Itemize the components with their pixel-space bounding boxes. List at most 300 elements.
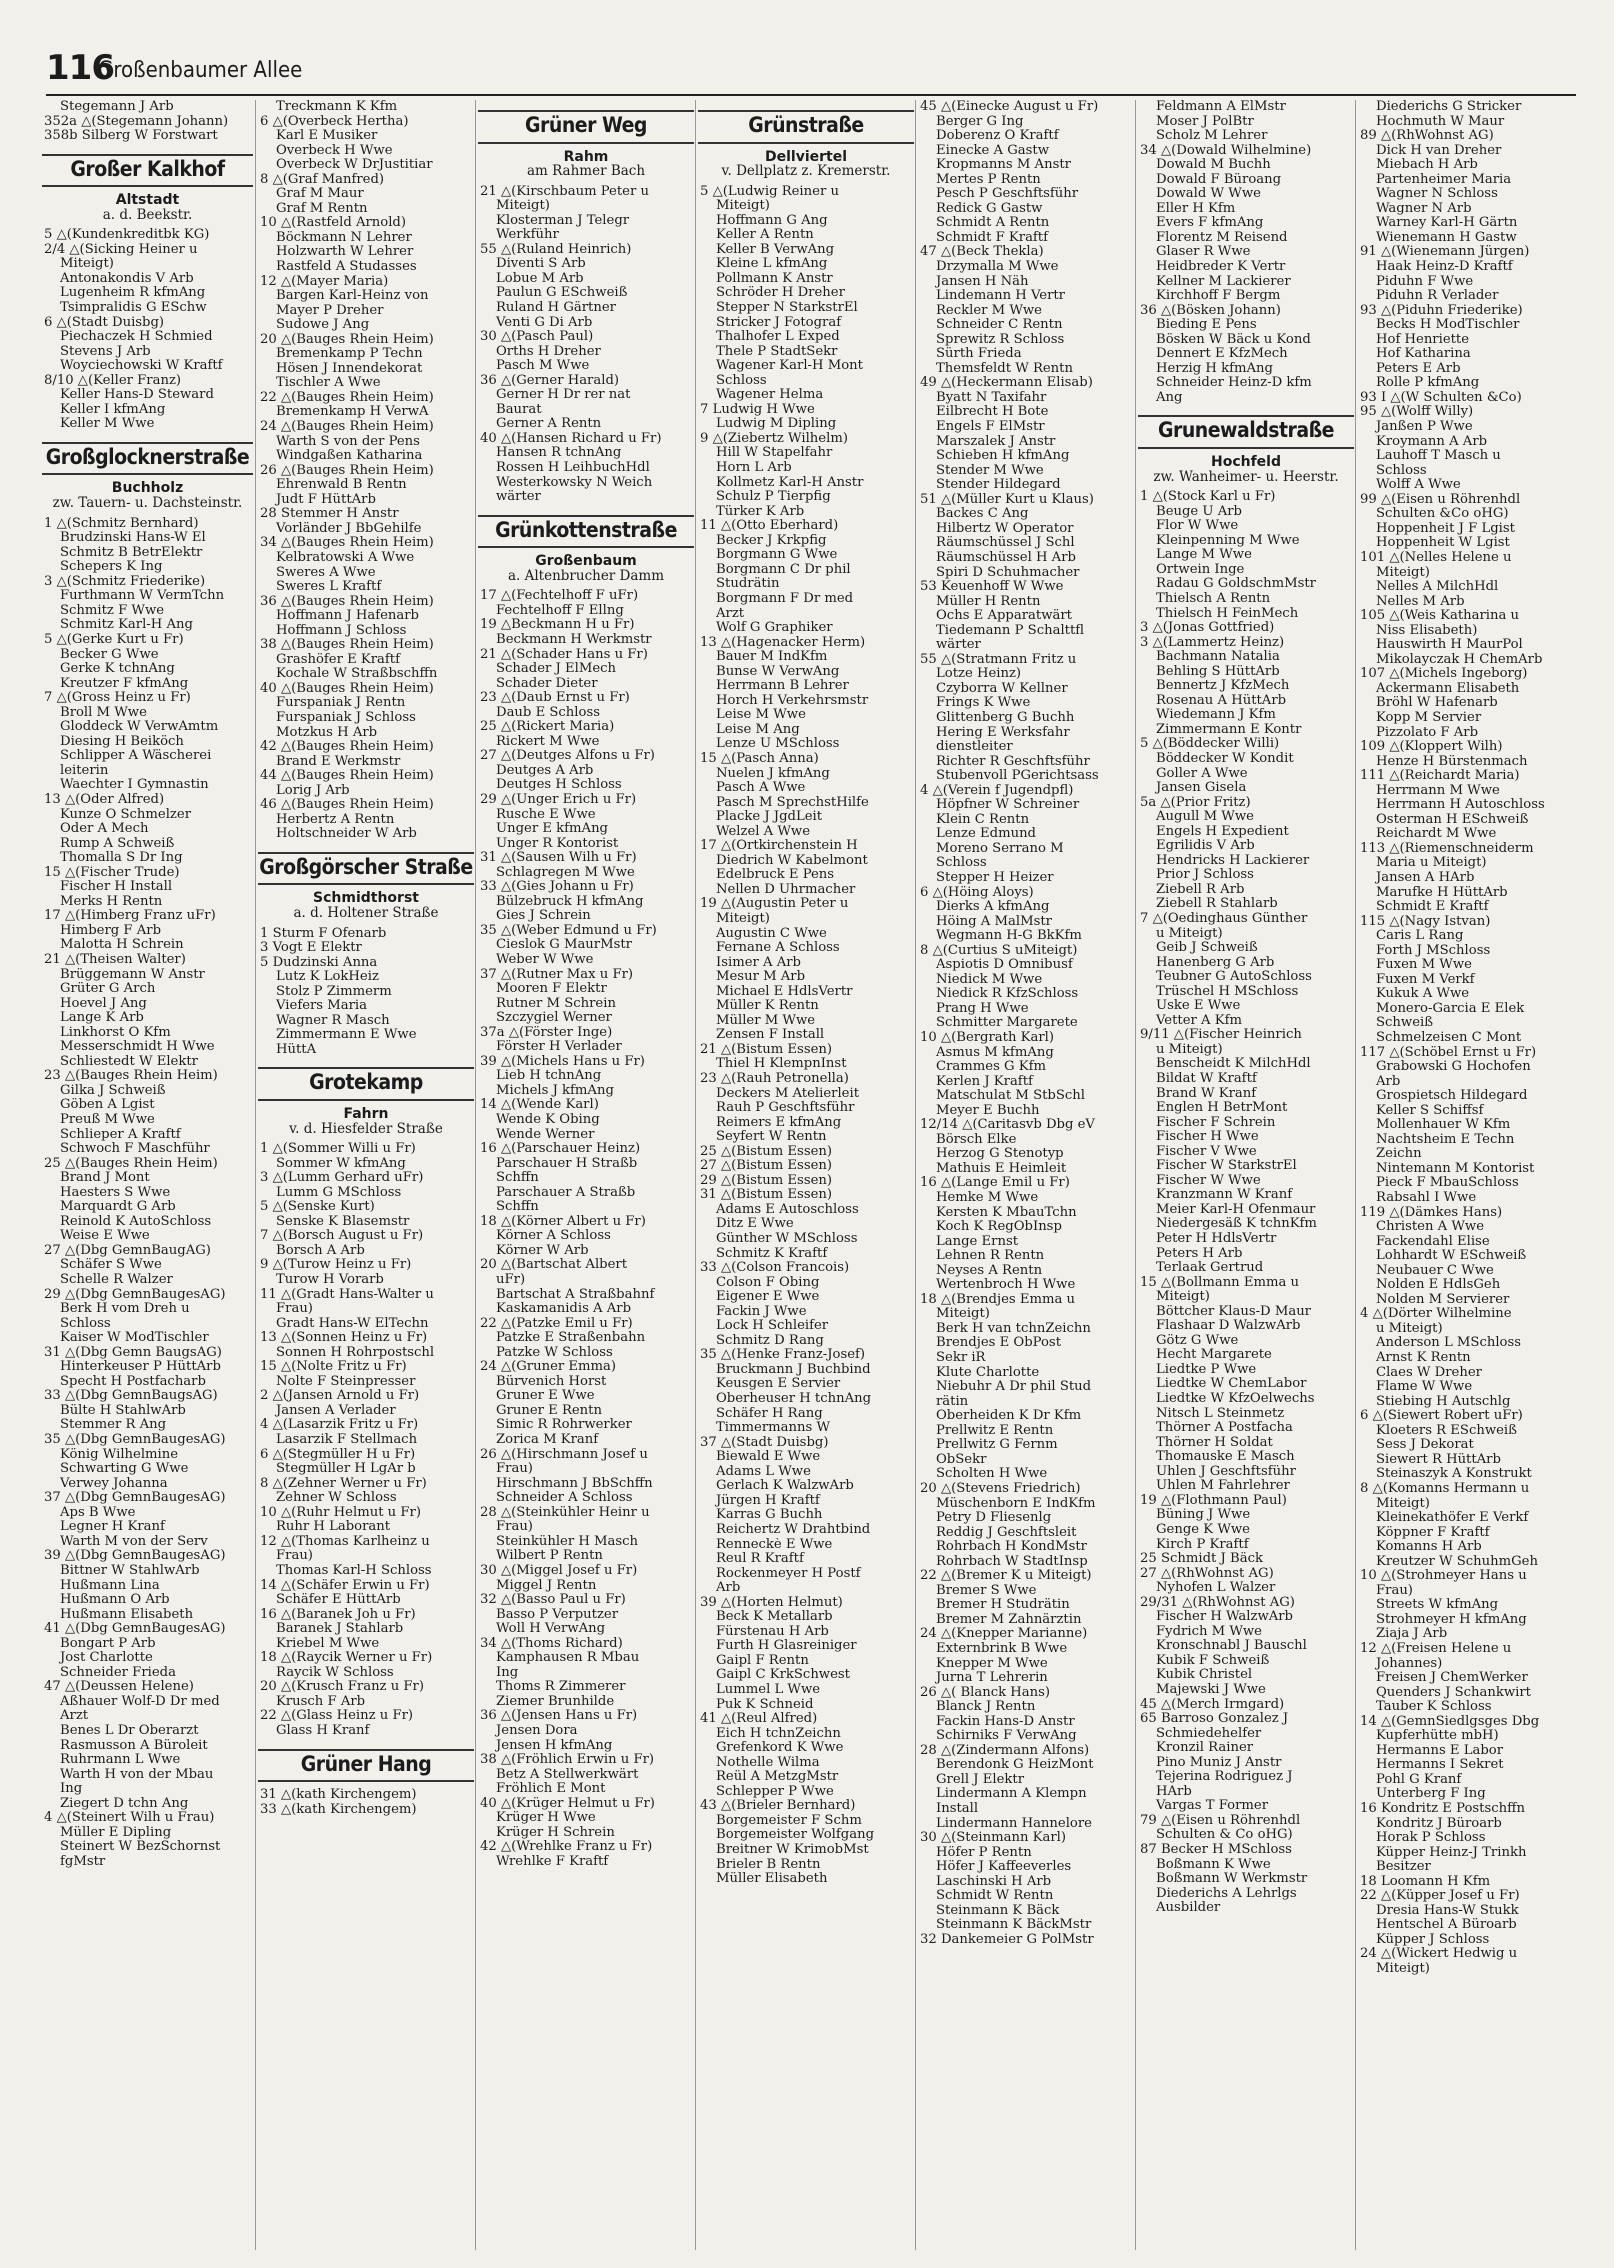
page-header: [46, 48, 1576, 96]
directory-entry: Gies J Schrein: [496, 909, 591, 924]
directory-entry: Fischer F Schrein: [1156, 1115, 1276, 1130]
directory-entry: 38 △(Fröhlich Erwin u Fr): [480, 1753, 655, 1768]
directory-entry: Gerner A Rentn: [496, 417, 602, 432]
directory-entry: 9/11 △(Fischer Heinrich: [1140, 1028, 1302, 1043]
directory-entry: 11 △(Otto Eberhard): [700, 519, 839, 534]
directory-entry: Prang H Wwe: [936, 1001, 1029, 1016]
directory-entry: Colson F Obing: [716, 1275, 820, 1290]
directory-entry: Böckmann N Lehrer: [276, 230, 412, 245]
directory-entry: Schäfer E HüttArb: [276, 1593, 401, 1608]
directory-entry: Janßen P Wwe: [1376, 420, 1473, 435]
directory-entry: Kubik F Schweiß: [1156, 1653, 1270, 1668]
directory-entry: Lasarzik F Stellmach: [276, 1433, 418, 1448]
directory-entry: Neubauer C Wwe: [1376, 1263, 1494, 1278]
directory-entry: 7 △(Borsch August u Fr): [260, 1229, 424, 1244]
directory-entry: Peters H Arb: [1156, 1246, 1243, 1261]
directory-entry: Adams E Autoschloss: [716, 1202, 859, 1217]
directory-entry: Liedtke P Wwe: [1156, 1362, 1257, 1377]
directory-entry: Herrmann H Autoschloss: [1376, 798, 1545, 813]
directory-entry: Weber W Wwe: [496, 952, 594, 967]
directory-entry: Vargas T Former: [1156, 1799, 1269, 1814]
directory-entry: Motzkus H Arb: [276, 725, 378, 740]
directory-entry: Gloddeck W VerwAmtm: [60, 720, 219, 735]
column-2: [255, 100, 476, 2250]
directory-entry: Schelle R Walzer: [60, 1273, 173, 1288]
directory-entry: Schulten & Co oHG): [1156, 1828, 1293, 1843]
directory-entry: Büning J Wwe: [1156, 1508, 1251, 1523]
directory-entry: Peter H HdlsVertr: [1156, 1232, 1277, 1247]
directory-entry: u Miteigt): [1156, 926, 1223, 941]
directory-entry: 8 △(Graf Manfred): [260, 172, 385, 187]
directory-entry: 14 △(Wende Karl): [480, 1098, 599, 1113]
directory-entry: Prellwitz G Fernm: [936, 1438, 1058, 1453]
street-heading: [258, 852, 474, 886]
directory-entry: Schloss: [60, 1316, 111, 1331]
directory-entry: Lutz K LokHeiz: [276, 970, 379, 985]
directory-entry: Brieler B Rentn: [716, 1857, 821, 1872]
directory-entry: Nolden E HdlsGeh: [1376, 1278, 1501, 1293]
directory-entry: Miteigt): [1156, 1290, 1210, 1305]
directory-entry: Göben A Lgist: [60, 1098, 155, 1113]
directory-entry: Bröhl W Hafenarb: [1376, 696, 1498, 711]
directory-entry: 14 △(Schäfer Erwin u Fr): [260, 1578, 430, 1593]
directory-entry: 2/4 △(Sicking Heiner u: [44, 242, 198, 257]
directory-entry: 25 △(Rickert Maria): [480, 720, 615, 735]
directory-entry: Brudzinski Hans-W El: [60, 531, 206, 546]
directory-entry: u Miteigt): [1376, 1321, 1443, 1336]
directory-entry: Wegmann H-G BkKfm: [936, 929, 1082, 944]
directory-entry: Peters E Arb: [1376, 361, 1461, 376]
directory-entry: 7 Ludwig H Wwe: [700, 402, 815, 417]
directory-entry: 6 △(Stegmüller H u Fr): [260, 1447, 416, 1462]
directory-entry: 29 △(Bistum Essen): [700, 1173, 833, 1188]
directory-entry: Szczygiel Werner: [496, 1011, 612, 1026]
directory-entry: Wende Werner: [496, 1127, 595, 1142]
directory-entry: 21 △(Theisen Walter): [44, 952, 186, 967]
directory-entry: Beuge U Arb: [1156, 504, 1243, 519]
directory-entry: Steinert W BezSchornst: [60, 1840, 221, 1855]
directory-entry: Specht H Postfacharb: [60, 1374, 206, 1389]
directory-entry: Nolden M Servierer: [1376, 1292, 1510, 1307]
directory-entry: Egrilidis V Arb: [1156, 839, 1255, 854]
directory-entry: Jürgen H Kraftf: [716, 1493, 820, 1508]
directory-entry: Leise M Wwe: [716, 708, 806, 723]
directory-entry: Schmitz D Rang: [716, 1333, 824, 1348]
directory-entry: Nelles A MilchHdl: [1376, 580, 1499, 595]
directory-entry: Bartschat A Straßbahnf: [496, 1287, 655, 1302]
directory-entry: Rutner M Schrein: [496, 996, 616, 1011]
directory-entry: Eilbrecht H Bote: [936, 405, 1049, 420]
directory-entry: Frau): [276, 1302, 313, 1317]
directory-entry: 23 △(Rauh Petronella): [700, 1072, 849, 1086]
directory-entry: Westerkowsky N Weich: [496, 475, 653, 490]
directory-entry: 18 Loomann H Kfm: [1360, 1874, 1491, 1889]
directory-entry: Berger G Ing: [936, 114, 1024, 129]
directory-entry: 12 △(Freisen Helene u: [1360, 1641, 1512, 1656]
directory-entry: Herbertz A Rentn: [276, 812, 395, 827]
directory-entry: Eigener E Wwe: [716, 1290, 820, 1305]
directory-entry: Reimers E kfmAng: [716, 1115, 842, 1130]
directory-entry: Schmitter Margarete: [936, 1016, 1078, 1031]
directory-entry: 9 △(Ziebertz Wilhelm): [700, 431, 848, 446]
directory-entry: Thomalla S Dr Ing: [60, 851, 183, 866]
street-heading: [258, 1067, 474, 1101]
directory-entry: Ziemer Brunhilde: [496, 1694, 615, 1709]
directory-entry: Kamphausen R Mbau: [496, 1651, 640, 1666]
directory-entry: Vetter A Kfm: [1156, 1013, 1242, 1028]
directory-entry: Meier Karl-H Ofenmaur: [1156, 1202, 1316, 1217]
directory-entry: Zeichn: [1376, 1147, 1422, 1162]
directory-entry: 3 △(Lammertz Heinz): [1140, 635, 1285, 650]
directory-entry: Cieslok G MaurMstr: [496, 938, 632, 953]
directory-entry: Matschulat M StbSchl: [936, 1089, 1085, 1104]
directory-entry: Wiedemann J Kfm: [1156, 708, 1276, 723]
directory-entry: Hauswirth H MaurPol: [1376, 638, 1523, 653]
directory-entry: Flor W Wwe: [1156, 519, 1239, 534]
directory-entry: Legner H Kranf: [60, 1520, 165, 1535]
directory-entry: Ang: [1156, 390, 1183, 405]
directory-entry: Schäfer S Wwe: [60, 1258, 162, 1273]
directory-entry: 12 △(Thomas Karlheinz u: [260, 1534, 430, 1549]
directory-entry: Flashaar D WalzwArb: [1156, 1319, 1301, 1334]
district-name: Großenbaum: [535, 553, 637, 570]
directory-entry: Kaskamanidis A Arb: [496, 1302, 632, 1317]
directory-entry: Rabsahl I Wwe: [1376, 1191, 1477, 1206]
directory-entry: Schirniks F VerwAng: [936, 1729, 1077, 1744]
directory-entry: Thielsch A Rentn: [1156, 591, 1271, 606]
directory-entry: Arnst K Rentn: [1376, 1351, 1471, 1366]
directory-entry: Strohmeyer H kfmAng: [1376, 1612, 1527, 1627]
directory-entry: Deutges H Schloss: [496, 778, 622, 793]
street-location: v. Dellplatz z. Kremerstr.: [721, 163, 891, 180]
column-4: [695, 100, 916, 2250]
directory-entry: Lorig J Arb: [276, 783, 350, 798]
directory-entry: Schwarting G Wwe: [60, 1462, 189, 1477]
directory-entry: Hinterkeuser P HüttArb: [60, 1360, 221, 1375]
directory-entry: Benes L Dr Oberarzt: [60, 1723, 199, 1738]
directory-entry: Basso P Verputzer: [496, 1607, 618, 1622]
directory-entry: Brand E Werkmstr: [276, 754, 401, 769]
directory-entry: 95 △(Wolff Willy): [1360, 405, 1474, 420]
directory-entry: Frau): [276, 1549, 313, 1564]
directory-entry: Christen A Wwe: [1376, 1220, 1485, 1235]
directory-entry: Moreno Serrano M: [936, 841, 1064, 856]
directory-entry: Fackin Hans-D Anstr: [936, 1714, 1075, 1729]
street-heading: [42, 442, 253, 476]
directory-entry: Rusche E Wwe: [496, 807, 596, 822]
directory-entry: Pieck F MbauSchloss: [1376, 1176, 1519, 1191]
directory-entry: Patzke E Straßenbahn: [496, 1331, 646, 1346]
directory-entry: Marszalek J Anstr: [936, 434, 1056, 449]
directory-entry: Terlaak Gertrud: [1156, 1261, 1264, 1276]
directory-entry: Gaipl C KrkSchwest: [716, 1668, 850, 1683]
directory-entry: Gilka J Schweiß: [60, 1083, 166, 1098]
directory-entry: Backes C Ang: [936, 507, 1029, 522]
directory-entry: Malotta H Schrein: [60, 938, 184, 953]
directory-entry: 36 △(Gerner Harald): [480, 373, 620, 388]
directory-entry: Prior J Schloss: [1156, 868, 1254, 883]
directory-entry: Grell J Elektr: [936, 1772, 1024, 1787]
directory-entry: Ackermann Elisabeth: [1376, 681, 1520, 696]
directory-entry: 36 △(Bauges Rhein Heim): [260, 594, 434, 609]
directory-entry: Niss Elisabeth): [1376, 623, 1478, 638]
directory-entry: Lotze Heinz): [936, 667, 1022, 682]
directory-entry: Paulun G ESchweiß: [496, 286, 628, 301]
directory-entry: Lohhardt W ESchweiß: [1376, 1249, 1527, 1264]
directory-entry: Becker G Wwe: [60, 647, 159, 662]
directory-entry: Horn L Arb: [716, 461, 792, 476]
directory-entry: Radau G GoldschmMstr: [1156, 577, 1316, 592]
directory-entry: Waechter I Gymnastin: [60, 778, 209, 793]
directory-entry: Kreutzer W SchuhmGeh: [1376, 1554, 1538, 1569]
directory-entry: Grashöfer E Kraftf: [276, 652, 400, 667]
directory-entry: Externbrink B Wwe: [936, 1641, 1068, 1656]
directory-entry: Stiebing H Autschlg: [1376, 1394, 1511, 1409]
directory-entry: 45 △(Merch Irmgard): [1140, 1697, 1285, 1712]
directory-entry: Brüggemann W Anstr: [60, 967, 205, 982]
directory-entry: Fürstenau H Arb: [716, 1624, 829, 1639]
directory-entry: Bennertz J KfzMech: [1156, 679, 1290, 694]
directory-entry: Monero-Garcia E Elek: [1376, 1001, 1525, 1016]
directory-entry: Gradt Hans-W ElTechn: [276, 1316, 429, 1331]
directory-entry: Piduhn R Verlader: [1376, 289, 1499, 304]
directory-entry: Thomas Karl-H Schloss: [276, 1563, 432, 1578]
directory-entry: 5 △(Senske Kurt): [260, 1200, 375, 1215]
directory-entry: Marufke H HüttArb: [1376, 885, 1508, 900]
directory-entry: Keller I kfmAng: [60, 402, 166, 417]
directory-entry: 27 △(Dbg GemnBaugAG): [44, 1243, 211, 1258]
directory-entry: Wrehlke F Kraftf: [496, 1854, 609, 1869]
directory-entry: 1 △(Stock Karl u Fr): [1140, 490, 1276, 505]
directory-entry: Wienemann H Gastw: [1376, 230, 1517, 245]
directory-entry: fgMstr: [60, 1854, 106, 1869]
directory-entry: Deutges A Arb: [496, 763, 594, 778]
directory-entry: Unger E kfmAng: [496, 822, 609, 837]
directory-entry: Rastfeld A Studasses: [276, 260, 417, 275]
directory-entry: ObSekr: [936, 1452, 987, 1467]
street-name: Großer Kalkhof: [70, 156, 225, 181]
street-location: a. d. Holtener Straße: [293, 904, 439, 921]
directory-entry: Czyborra W Kellner: [936, 681, 1068, 696]
directory-entry: Kellner M Lackierer: [1156, 274, 1291, 289]
directory-entry: Dowald M Buchh: [1156, 158, 1271, 173]
directory-entry: Boßmann W Werkmstr: [1156, 1872, 1308, 1887]
directory-entry: Thomauske E Masch: [1156, 1450, 1295, 1465]
directory-entry: 24 △(Wickert Hedwig u: [1360, 1947, 1518, 1962]
district-name: Hochfeld: [1210, 454, 1281, 471]
directory-entry: 31 △(Dbg Gemn BaugsAG): [44, 1345, 222, 1360]
directory-entry: 34 △(Thoms Richard): [480, 1636, 623, 1651]
directory-entry: 27 △(RhWohnst AG): [1140, 1566, 1274, 1581]
directory-entry: 44 △(Bauges Rhein Heim): [260, 769, 434, 784]
directory-entry: Richter R Geschftsführ: [936, 754, 1090, 769]
directory-entry: Michael E HdlsVertr: [716, 984, 853, 999]
directory-entry: Simic R Rohrwerker: [496, 1418, 632, 1433]
directory-entry: Ausbilder: [1156, 1901, 1221, 1916]
directory-entry: 31 △(Sausen Wilh u Fr): [480, 851, 637, 866]
directory-entry: Edelbruck E Pens: [716, 868, 835, 883]
directory-entry: Flame W Wwe: [1376, 1380, 1473, 1395]
directory-entry: Rohrbach W StadtInsp: [936, 1554, 1088, 1569]
directory-entry: Leise M Ang: [716, 722, 800, 737]
directory-entry: Bachmann Natalia: [1156, 650, 1280, 665]
directory-entry: Ochs E Apparatwärt: [936, 609, 1072, 624]
directory-entry: Höfer P Rentn: [936, 1845, 1032, 1860]
directory-entry: Borgmann C Dr phil: [716, 562, 851, 577]
directory-entry: Höfer J Kaffeeverles: [936, 1860, 1072, 1875]
directory-entry: Kerlen J Kraftf: [936, 1074, 1033, 1089]
directory-entry: Maria u Miteigt): [1376, 856, 1487, 871]
directory-entry: Schffn: [496, 1200, 539, 1215]
directory-entry: Reül A MetzgMstr: [716, 1770, 839, 1785]
directory-entry: Miteigt): [1376, 565, 1430, 580]
directory-entry: Fechtelhoff F Ellng: [496, 603, 624, 618]
directory-entry: Niedick R KfzSchloss: [936, 987, 1079, 1002]
directory-entry: Fuxen M Verkf: [1376, 972, 1475, 987]
street-name: Grüner Weg: [525, 113, 647, 137]
directory-entry: Install: [936, 1801, 979, 1816]
directory-entry: Höpfner W Schreiner: [936, 798, 1080, 813]
directory-entry: Borsch A Arb: [276, 1243, 365, 1258]
directory-entry: 34 △(Bauges Rhein Heim): [260, 536, 434, 551]
directory-entry: Gerlach K WalzwArb: [716, 1479, 854, 1494]
directory-entry: 20 △(Stevens Friedrich): [920, 1481, 1081, 1496]
directory-entry: 31 △(kath Kirchengem): [260, 1788, 417, 1803]
directory-entry: 24 △(Gruner Emma): [480, 1360, 617, 1375]
directory-entry: 115 △(Nagy Istvan): [1360, 914, 1491, 929]
directory-entry: Türker K Arb: [716, 504, 805, 519]
directory-entry: Englen H BetrMont: [1156, 1101, 1288, 1116]
directory-entry: Senske K Blasemstr: [276, 1214, 410, 1229]
directory-entry: 40 △(Bauges Rhein Heim): [260, 681, 434, 696]
directory-entry: Schloss: [936, 856, 987, 871]
directory-entry: 9 △(Turow Heinz u Fr): [260, 1258, 412, 1273]
directory-entry: Lange M Wwe: [1156, 548, 1252, 563]
directory-entry: 37 △(Rutner Max u Fr): [480, 967, 634, 982]
directory-entry: Fischer W StarkstrEl: [1156, 1159, 1297, 1174]
directory-entry: Hentschel A Büroarb: [1376, 1918, 1517, 1933]
directory-entry: Sommer W kfmAng: [276, 1156, 406, 1171]
directory-entry: Miteigt): [60, 257, 114, 272]
directory-entry: Küpper J Schloss: [1376, 1932, 1490, 1947]
directory-entry: Klute Charlotte: [936, 1365, 1040, 1380]
directory-entry: Hußmann Lina: [60, 1578, 160, 1593]
street-location: am Rahmer Bach: [526, 163, 646, 180]
directory-entry: 25 △(Bauges Rhein Heim): [44, 1156, 218, 1171]
directory-entry: Nolte F Steinpresser: [276, 1374, 416, 1389]
directory-entry: Biewald E Wwe: [716, 1450, 821, 1465]
directory-entry: Rickert M Wwe: [496, 734, 600, 749]
directory-entry: Stubenvoll PGerichtsass: [936, 769, 1099, 784]
directory-entry: 352a △(Stegemann Johann): [44, 114, 229, 129]
directory-entry: Grospietsch Hildegard: [1376, 1089, 1528, 1104]
directory-entry: Thielsch H FeinMech: [1156, 606, 1299, 621]
directory-entry: Schneider C Rentn: [936, 318, 1063, 333]
directory-entry: Bongart P Arb: [60, 1636, 156, 1651]
street-name: Grünstraße: [748, 113, 864, 137]
directory-entry: Schröder H Dreher: [716, 286, 845, 301]
directory-entry: Kirch P Kraftf: [1156, 1537, 1249, 1552]
directory-entry: Borgemeister F Schm: [716, 1813, 862, 1828]
directory-entry: Piechaczek H Schmied: [60, 330, 213, 345]
directory-entry: Timmermanns W: [716, 1421, 830, 1436]
directory-entry: 7 △(Gross Heinz u Fr): [44, 691, 191, 706]
directory-entry: Wagner R Masch: [276, 1013, 390, 1028]
directory-entry: 10 △(Strohmeyer Hans u: [1360, 1569, 1527, 1584]
directory-entry: Goller A Wwe: [1156, 766, 1248, 781]
directory-entry: Diederichs A Lehrlgs: [1156, 1886, 1297, 1901]
directory-entry: Behling S HüttArb: [1156, 664, 1280, 679]
directory-entry: Bösken W Bäck u Kond: [1156, 332, 1311, 347]
directory-entry: 28 △(Zindermann Alfons): [920, 1743, 1090, 1758]
directory-entry: 40 △(Krüger Helmut u Fr): [480, 1796, 655, 1811]
street-heading: [698, 110, 914, 144]
directory-entry: Osterman H ESchweiß: [1376, 812, 1529, 827]
directory-entry: Kukuk A Wwe: [1376, 987, 1470, 1002]
directory-entry: Herrmann M Wwe: [1376, 783, 1500, 798]
directory-entry: Kriebel M Wwe: [276, 1636, 380, 1651]
directory-entry: Kleine L kfmAng: [716, 257, 828, 272]
directory-entry: 26 △(Bauges Rhein Heim): [260, 463, 434, 478]
directory-entry: Lummel L Wwe: [716, 1682, 821, 1697]
directory-entry: Thiel H KlempnInst: [716, 1057, 847, 1072]
directory-entry: 99 △(Eisen u Röhrenhdl: [1360, 492, 1521, 507]
directory-entry: 13 △(Hagenacker Herm): [700, 635, 866, 650]
directory-entry: Nintemann M Kontorist: [1376, 1161, 1535, 1176]
directory-entry: 16 △(Lange Emil u Fr): [920, 1176, 1070, 1191]
directory-entry: 65 Barroso Gonzalez J: [1140, 1712, 1289, 1727]
directory-entry: Bunse W VerwAng: [716, 664, 840, 679]
directory-entry: Sudowe J Ang: [276, 318, 370, 333]
directory-entry: Hoppenheit J F Lgist: [1376, 521, 1515, 536]
directory-entry: Schepers K Ing: [60, 560, 163, 575]
directory-entry: Wolff A Wwe: [1376, 478, 1461, 493]
directory-entry: Keller Hans-D Steward: [60, 388, 214, 403]
directory-entry: Augustin C Wwe: [716, 926, 827, 941]
directory-entry: Uhlen M Fahrlehrer: [1156, 1479, 1290, 1494]
directory-entry: Hoppenheit W Lgist: [1376, 536, 1510, 551]
directory-entry: Müller Elisabeth: [716, 1872, 828, 1887]
directory-entry: Reckler M Wwe: [936, 303, 1042, 318]
directory-entry: Körner W Arb: [496, 1243, 589, 1258]
directory-entry: Fröhlich E Mont: [496, 1782, 606, 1797]
directory-entry: Daub E Schloss: [496, 705, 600, 720]
directory-entry: Pino Muniz J Anstr: [1156, 1755, 1282, 1770]
street-heading: [258, 1749, 474, 1783]
directory-entry: Piduhn F Wwe: [1376, 274, 1474, 289]
directory-entry: 36 △(Jensen Hans u Fr): [480, 1709, 638, 1724]
directory-entry: Anderson L MSchloss: [1376, 1336, 1522, 1351]
directory-entry: wärter: [936, 638, 981, 653]
directory-entry: Diedrich W Kabelmont: [716, 853, 868, 868]
directory-columns: [40, 100, 1580, 2250]
directory-entry: Schmidt F Kraftf: [936, 230, 1048, 245]
directory-entry: Arzt: [60, 1709, 89, 1724]
directory-entry: Kranzmann W Kranf: [1156, 1188, 1293, 1203]
directory-entry: Mayer P Dreher: [276, 303, 384, 318]
directory-entry: Hilbertz W Operator: [936, 521, 1074, 536]
directory-entry: 24 △(Knepper Marianne): [920, 1627, 1088, 1642]
directory-entry: 3 △(Schmitz Friederike): [44, 574, 206, 589]
directory-entry: Steinmann K Bäck: [936, 1903, 1060, 1918]
directory-entry: Pasch A Wwe: [716, 781, 806, 796]
directory-entry: Furspaniak J Rentn: [276, 696, 406, 711]
directory-entry: Körner A Schloss: [496, 1229, 611, 1244]
directory-entry: Beckmann H Werkmstr: [496, 632, 652, 647]
street-name: Grüner Hang: [300, 1751, 432, 1776]
directory-entry: Reinold K AutoSchloss: [60, 1214, 212, 1229]
directory-entry: 31 △(Bistum Essen): [700, 1188, 833, 1203]
